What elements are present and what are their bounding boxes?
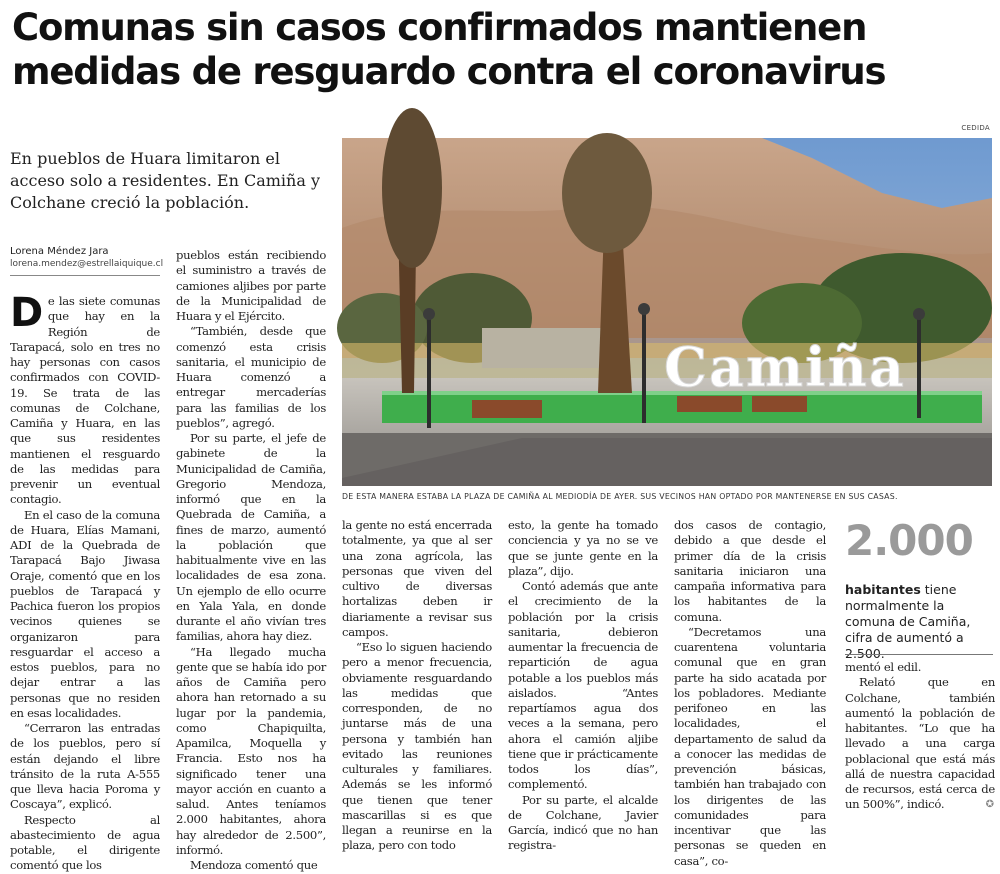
byline-divider [10,275,160,276]
paragraph: dos casos de contagio, debido a que desde el primer día de la crisis sanitaria iniciaron una campaña informativa para los habitantes de la comuna. [674,518,826,624]
paragraph: Respecto al abastecimiento de agua potable, el dirigente comentó que los [10,812,160,873]
column-2 [176,248,326,872]
stat-number: 2.000 [845,516,973,565]
end-mark-icon: ✪ [985,799,994,810]
paragraph: “Eso lo siguen haciendo pero a menor frecuencia, obviamente resguardando las medidas que corresponden, de no juntarse más de una persona y también han evitado las reuniones culturales y familiares. Además se les informó que tienen que tener mascarillas si es que llegan a reunirse en la plaza, pero con todo [342,640,492,853]
drop-cap: D [10,290,43,336]
paragraph: “Decretamos una cuarentena voluntaria comunal que en gran parte ha sido acatada por los pobladores. Mediante perifoneo en las localidades, el departamento de salud da a conocer las medidas de prevención básicas, también han trabajado con los dirigentes de las comunidades para incentivar que las personas se queden en casa”, co- [674,624,826,868]
paragraph: pueblos están recibiendo el suministro a través de camiones aljibes por parte de la Municipalidad de Huara y el Ejército. [176,248,326,323]
column-3 [342,518,492,853]
paragraph: Por su parte, el alcalde de Colchane, Javier García, indicó que no han registra- [508,792,658,853]
column-1 [10,290,160,873]
paragraph: esto, la gente ha tomado conciencia y ya no se ve que se junte gente en la plaza”, dijo. [508,518,658,578]
paragraph: Mendoza comentó que [190,858,318,872]
stat-description [845,582,995,662]
paragraph: Por su parte, el jefe de gabinete de la Municipalidad de Camiña, Gregorio Mendoza, informó que en la Quebrada de Camiña, a fines de marzo, aumentó la población que habitualmente vive en las localidades de esa zona. Un ejemplo de ello ocurre en Yala Yala, en donde durante el año vivían tres familias, ahora hay diez. [176,431,326,644]
paragraph: mentó el edil. [845,660,922,674]
column-6 [845,660,995,814]
stat-bold: habitantes [845,582,921,597]
plaza-photo [342,138,992,486]
stat-divider [845,654,993,655]
column-4 [508,518,658,853]
plaza-photo-illustration [342,138,992,486]
paragraph: Contó además que ante el crecimiento de la población por la crisis sanitaria, debieron aumentar la frecuencia de repartición de agua potable a los pueblos más aislados. “Antes repartíamos agua dos veces a la semana, pero ahora el camión aljibe tiene que ir prácticamente todos los días”, complementó. [508,579,658,792]
paragraph: “También, desde que comenzó esta crisis sanitaria, el municipio de Huara comenzó a entregar mercaderías para las familias de los pueblos”, agregó. [176,324,326,430]
paragraph: “Cerraron las entradas de los pueblos, pero sí están dejando el libre tránsito de la ruta A-555 que lleva hacia Poroma y Coscaya”, explicó. [10,721,160,812]
stat-text: tiene normalmente la comuna de Camiña, cifra de aumentó a 2.500. [845,582,971,661]
paragraph: De las siete comunas que hay en la Región de Tarapacá, solo en tres no hay personas con casos confirmados con COVID-19. Se trata de las comunas de Colchane, Camiña y Huara, en las que sus residentes mantienen el resguardo de las medidas para prevenir un eventual contagio. [10,290,160,507]
author-email: lorena.mendez@estrellaiquique.cl [10,259,164,269]
byline [10,246,164,276]
headline: Comunas sin casos confirmados mantienen medidas de resguardo contra el coronavirus [12,6,886,93]
camina-sign: Camiña [664,335,906,399]
paragraph: Relató que en Colchane, también aumentó la población de habitantes. “Lo que ha llevado a una carga poblacional que está más allá de nuestra capacidad de recursos, está cerca de un 500%”, indicó. [845,675,995,812]
paragraph: la gente no está encerrada totalmente, ya que al ser una zona agrícola, las personas que viven del cultivo de diversas hortalizas deben ir diariamente a revisar sus campos. [342,518,492,639]
kicker: En pueblos de Huara limitaron el acceso solo a residentes. En Camiña y Colchane creció la población. [10,149,321,212]
paragraph: En el caso de la comuna de Huara, Elías Mamani, ADI de la Quebrada de Tarapacá Bajo Jiwasa Oraje, comentó que en los pueblos de Tarapacá y Pachica fueron los propios vecinos quienes se organizaron para resguardar el acceso a estos pueblos, para no dejar entrar a las personas que no residen en esas localidades. [10,507,160,720]
photo-caption: DE ESTA MANERA ESTABA LA PLAZA DE CAMIÑA AL MEDIODÍA DE AYER. SUS VECINOS HAN OPTADO POR MANTENERSE EN SUS CASAS. [342,492,898,501]
column-5 [674,518,826,868]
author-name: Lorena Méndez Jara [10,246,109,257]
paragraph: “Ha llegado mucha gente que se había ido por años de Camiña pero ahora han retornado a su lugar por la pandemia, como Chapiquilta, Apamilca, Moquella y Francia. Esto nos ha significado tener una mayor acción en cuanto a salud. Antes teníamos 2.000 habitantes, ahora hay alrededor de 2.500”, informó. [176,644,326,857]
photo-credit: CEDIDA [961,124,990,132]
